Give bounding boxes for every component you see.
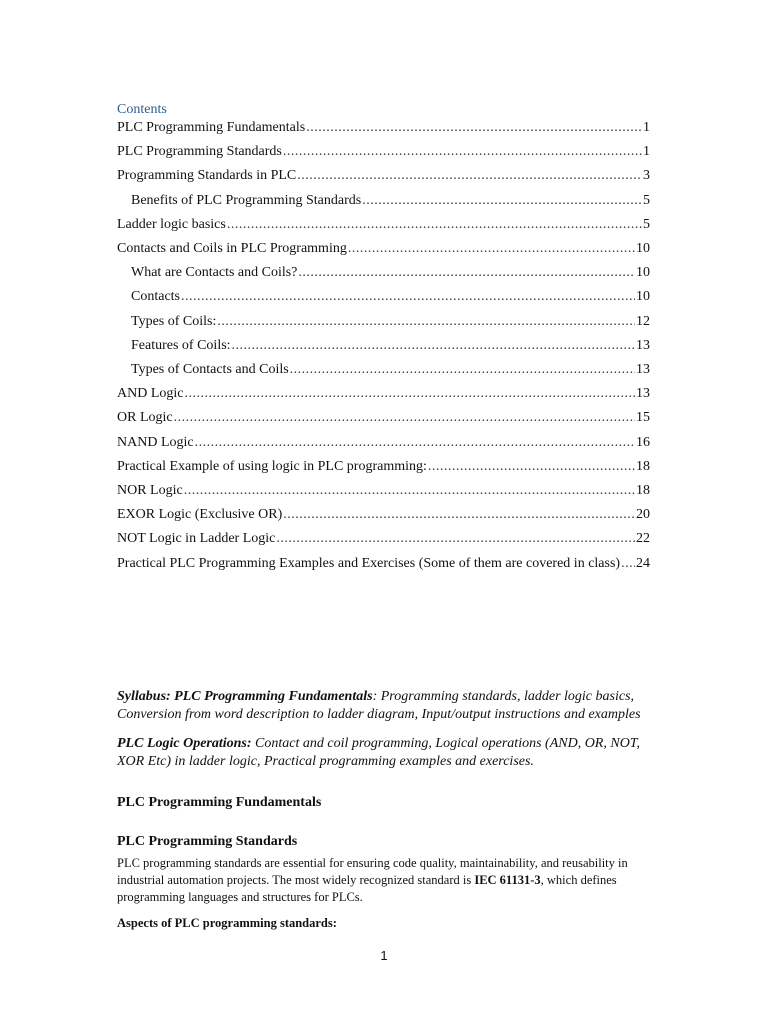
- toc-dot-leader: [283, 143, 642, 161]
- toc-entry-title: OR Logic: [117, 410, 173, 426]
- toc-entry-title: NOT Logic in Ladder Logic: [117, 531, 276, 547]
- toc-entry[interactable]: [131, 192, 650, 210]
- toc-entry[interactable]: [131, 337, 650, 355]
- toc-entry-title: What are Contacts and Coils?: [131, 265, 298, 281]
- toc-dot-leader: [184, 482, 635, 500]
- toc-entry[interactable]: [117, 409, 650, 427]
- toc-entry-page: 10: [636, 265, 650, 281]
- aspects-heading: Aspects of PLC programming standards:: [117, 916, 337, 930]
- toc-dot-leader: [362, 192, 642, 210]
- toc-entry[interactable]: [117, 119, 650, 137]
- toc-entry-title: Practical Example of using logic in PLC programming:: [117, 458, 427, 474]
- standards-paragraph: [117, 855, 652, 906]
- toc-entry-page: 1: [643, 144, 650, 160]
- toc-entry-title: Features of Coils:: [131, 337, 231, 353]
- standards-text-after: , which defines programming languages and structures for PLCs.: [117, 873, 617, 904]
- syllabus-label: Syllabus: PLC Programming Fundamentals: [117, 689, 373, 704]
- toc-entry-title: Types of Coils:: [131, 313, 217, 329]
- toc-dot-leader: [290, 361, 635, 379]
- syllabus-text: : Programming standards, ladder logic basics, Conversion from word description to ladder diagram, Input/output instructions and examples: [117, 689, 641, 722]
- page-number: 1: [380, 948, 388, 963]
- toc-entry[interactable]: [131, 313, 650, 331]
- toc-entry[interactable]: [117, 216, 650, 234]
- toc-dot-leader: [297, 167, 642, 185]
- toc-dot-leader: [217, 313, 635, 331]
- toc-entry-page: 10: [636, 241, 650, 256]
- toc-entry-title: Contacts and Coils in PLC Programming: [117, 241, 347, 256]
- toc-entry-title: Contacts: [131, 289, 180, 305]
- toc-entry[interactable]: [117, 240, 650, 258]
- heading-plc-programming-standards: PLC Programming Standards: [117, 834, 298, 849]
- toc-entry-page: 15: [636, 410, 650, 426]
- toc-entry[interactable]: [117, 167, 650, 185]
- logic-operations-paragraph: [117, 735, 652, 771]
- toc-entry-title: AND Logic: [117, 386, 184, 402]
- toc-entry-title: PLC Programming Fundamentals: [117, 120, 306, 135]
- toc-entry[interactable]: [131, 361, 650, 379]
- toc-entry[interactable]: [117, 555, 650, 573]
- toc-entry-title: Benefits of PLC Programming Standards: [131, 192, 362, 208]
- toc-dot-leader: [348, 240, 635, 258]
- toc-entry[interactable]: [117, 458, 650, 476]
- toc-entry[interactable]: [117, 530, 650, 548]
- toc-entry-page: 10: [636, 289, 650, 305]
- heading-plc-programming-fundamentals: PLC Programming Fundamentals: [117, 795, 322, 810]
- toc-entry-page: 20: [636, 507, 650, 523]
- toc-entry[interactable]: [131, 264, 650, 282]
- toc-entry-title: NAND Logic: [117, 434, 194, 450]
- toc-entry-title: Ladder logic basics: [117, 216, 226, 232]
- toc-heading: Contents: [117, 102, 167, 117]
- toc-dot-leader: [283, 506, 635, 524]
- toc-entry-title: PLC Programming Standards: [117, 144, 282, 160]
- toc-dot-leader: [174, 409, 635, 427]
- syllabus-paragraph: [117, 688, 652, 724]
- toc-entry-title: EXOR Logic (Exclusive OR): [117, 507, 283, 523]
- toc-entry-page: 1: [643, 120, 650, 135]
- toc-dot-leader: [232, 337, 635, 355]
- toc-dot-leader: [227, 216, 642, 234]
- toc-entry-page: 13: [636, 362, 650, 377]
- toc-entry-page: 5: [643, 216, 650, 232]
- toc-entry-page: 22: [636, 531, 650, 547]
- toc-entry-page: 16: [636, 434, 650, 450]
- toc-entry-page: 3: [643, 168, 650, 184]
- toc-entry-page: 12: [636, 313, 650, 329]
- toc-dot-leader: [276, 530, 635, 548]
- toc-dot-leader: [428, 458, 635, 476]
- toc-dot-leader: [306, 119, 642, 137]
- toc-entry-page: 13: [636, 386, 650, 402]
- toc-entry-title: Practical PLC Programming Examples and Exercises (Some of them are covered in class): [117, 555, 621, 571]
- toc-entry[interactable]: [117, 434, 650, 452]
- toc-dot-leader: [621, 555, 635, 573]
- toc-entry-page: 24: [636, 555, 650, 571]
- toc-entry-page: 18: [636, 458, 650, 474]
- toc-dot-leader: [185, 385, 636, 403]
- toc-entry[interactable]: [117, 385, 650, 403]
- toc-entry-page: 13: [636, 337, 650, 353]
- toc-entry-title: NOR Logic: [117, 483, 183, 498]
- toc-entry-title: Types of Contacts and Coils: [131, 362, 289, 377]
- standards-text-before: PLC programming standards are essential for ensuring code quality, maintainability, and reusability in industrial automation projects. The most widely recognized standard is: [117, 856, 628, 887]
- toc-dot-leader: [298, 264, 635, 282]
- toc-entry[interactable]: [117, 506, 650, 524]
- toc-entry[interactable]: [117, 143, 650, 161]
- toc-entry[interactable]: [117, 482, 650, 500]
- toc-dot-leader: [181, 288, 635, 306]
- logic-operations-text: Contact and coil programming, Logical operations (AND, OR, NOT, XOR Etc) in ladder logic, Practical programming examples and exercises.: [117, 736, 641, 769]
- standards-iec-reference: IEC 61131-3: [474, 873, 541, 887]
- toc-entry[interactable]: [131, 288, 650, 306]
- toc-dot-leader: [195, 434, 635, 452]
- logic-operations-label: PLC Logic Operations:: [117, 736, 252, 751]
- toc-entry-page: 18: [636, 483, 650, 498]
- toc-entry-page: 5: [643, 192, 650, 208]
- toc-entry-title: Programming Standards in PLC: [117, 168, 297, 184]
